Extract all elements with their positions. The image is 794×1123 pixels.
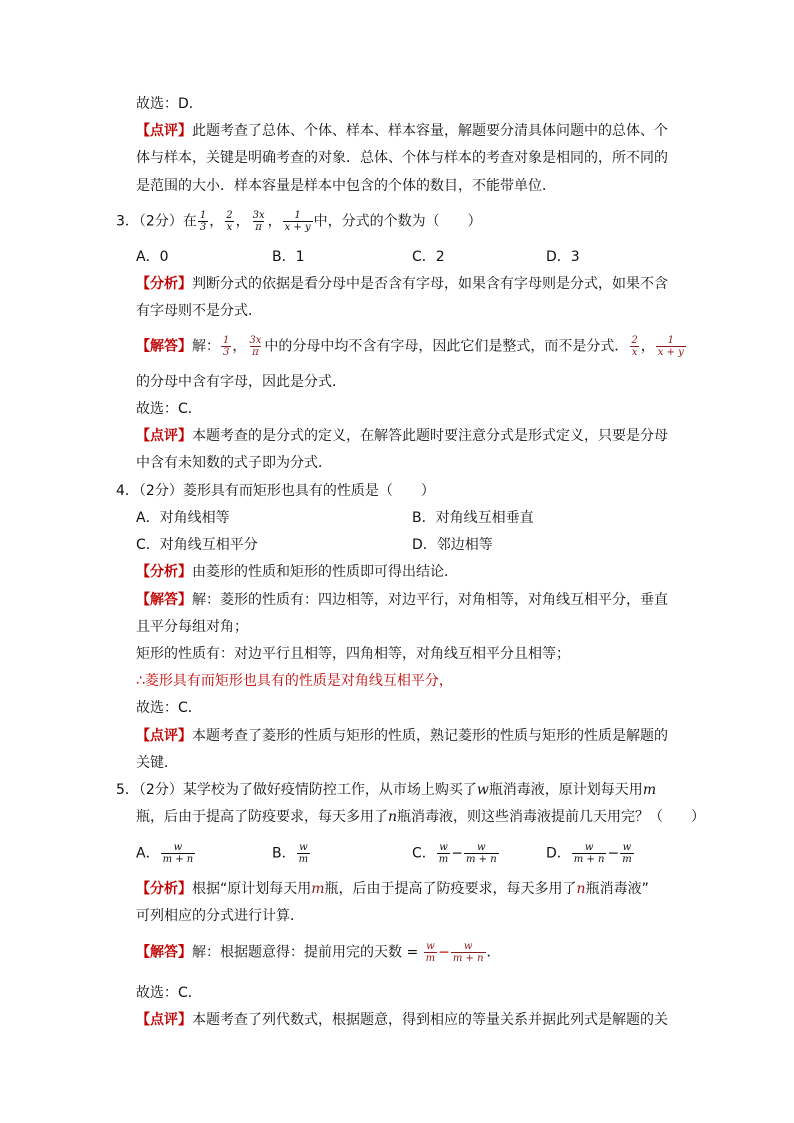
fraction: $\frac{1}{3}$: [223, 335, 230, 358]
question-3: 3．（2分）在 $\frac{1}{3}$ ， $\frac{2}{x}$ ， $\frac{3x}{\pi}$ ， $\frac{1}{x + y}$ 中，分式的个数为（ ）: [116, 210, 482, 233]
fraction: $\frac{w}{m + n}$: [466, 842, 497, 865]
comment-tag: 【点评】: [136, 123, 192, 139]
question-5: 5．（2分）某学校为了做好疫情防控工作，从市场上购买了w瓶消毒液，原计划每天用m: [116, 782, 657, 798]
fraction: $\frac{w}{m + n}$: [162, 842, 194, 865]
comment-line: 【点评】本题考查了菱形的性质与矩形的性质，熟记菱形的性质与矩形的性质是解题的: [136, 728, 668, 744]
fraction: $\frac{1}{x + y}$: [657, 335, 684, 358]
answer-line: 故选：C．: [136, 401, 202, 417]
answer-line: 故选：C．: [136, 700, 202, 716]
comment-line: 关键．: [136, 755, 178, 771]
comment-line: 是范围的大小．样本容量是样本中包含的个体的数目，不能带单位．: [136, 178, 556, 194]
solution-line: 【解答】解：菱形的性质有：四边相等，对边平行，对角相等，对角线互相平分，垂直: [136, 592, 668, 608]
comment-line: 体与样本，关键是明确考查的对象．总体、个体与样本的考查对象是相同的，所不同的: [136, 150, 668, 166]
fraction: $\frac{1}{x + y}$: [284, 210, 311, 233]
option-b: B． $\frac{w}{m}$: [272, 842, 309, 865]
option-d: D．邻边相等: [412, 537, 493, 553]
question-4: 4．（2分）菱形具有而矩形也具有的性质是（ ）: [116, 483, 435, 499]
fraction: $\frac{w}{m + n}$: [452, 941, 484, 964]
analysis-line: 【分析】由菱形的性质和矩形的性质即可得出结论．: [136, 564, 458, 580]
option-a: A． $\frac{w}{m + n}$: [136, 842, 194, 865]
analysis-line: 【分析】根据“原计划每天用m瓶，后由于提高了防疫要求，每天多用了n瓶消毒液”: [136, 881, 649, 897]
comment-line: 【点评】本题考查了列代数式，根据题意，得到相应的等量关系并据此列式是解题的关: [136, 1012, 668, 1028]
option-a: A．对角线相等: [136, 510, 230, 526]
fraction: $\frac{w}{m}$: [425, 941, 436, 964]
fraction: $\frac{w}{m + n}$: [573, 842, 605, 865]
fraction: $\frac{2}{x}$: [631, 335, 638, 358]
fraction: $\frac{2}{x}$: [226, 210, 233, 233]
comment-line: 【点评】此题考查了总体、个体、样本、样本容量，解题要分清具体问题中的总体、个: [136, 123, 668, 139]
option-b: B．1: [272, 249, 305, 265]
comment-line: 【点评】本题考查的是分式的定义，在解答此题时要注意分式是形式定义，只要是分母: [136, 428, 668, 444]
option-b: B．对角线互相垂直: [412, 510, 534, 526]
fraction: $\frac{w}{m}$: [622, 842, 632, 865]
solution-line: 的分母中含有字母，因此是分式．: [136, 374, 346, 390]
answer-line: 故选：D．: [136, 96, 203, 112]
option-d: D．3: [546, 249, 580, 265]
analysis-line: 有字母则不是分式．: [136, 303, 262, 319]
fraction: $\frac{1}{3}$: [199, 210, 207, 233]
analysis-line: 可列相应的分式进行计算．: [136, 908, 304, 924]
option-a: A．0: [136, 249, 169, 265]
answer-line: 故选：C．: [136, 985, 202, 1001]
option-c: C．2: [412, 249, 445, 265]
solution-line: 【解答】解：根据题意得：提前用完的天数 = $\frac{w}{m}$ − $\frac{w}{m + n}$ ．: [136, 941, 501, 964]
fraction: $\frac{3x}{\pi}$: [252, 210, 265, 233]
fraction: $\frac{w}{m}$: [438, 842, 449, 865]
analysis-line: 【分析】判断分式的依据是看分母中是否含有字母，如果含有字母则是分式，如果不含: [136, 276, 668, 292]
fraction: $\frac{3x}{\pi}$: [249, 335, 262, 358]
solution-line: 【解答】解： $\frac{1}{3}$ ， $\frac{3x}{\pi}$ 中的分母中均不含有字母，因此它们是整式，而不是分式． $\frac{2}{x}$ ， $\frac{1}{x + y}$: [136, 335, 684, 358]
solution-line: 矩形的性质有：对边平行且相等，四角相等，对角线互相平分且相等；: [136, 646, 570, 662]
comment-line: 中含有未知数的式子即为分式．: [136, 455, 332, 471]
solution-line: 且平分每组对角；: [136, 619, 248, 635]
conclusion-line: ∴菱形具有而矩形也具有的性质是对角线互相平分，: [136, 673, 453, 689]
option-c: C． $\frac{w}{m}$ − $\frac{w}{m + n}$: [412, 842, 497, 865]
option-c: C．对角线互相平分: [136, 537, 258, 553]
fraction: $\frac{w}{m}$: [298, 842, 309, 865]
question-5-cont: 瓶，后由于提高了防疫要求，每天多用了n瓶消毒液，则这些消毒液提前几天用完？（ ）: [136, 809, 706, 825]
option-d: D． $\frac{w}{m + n}$ − $\frac{w}{m}$: [546, 842, 632, 865]
